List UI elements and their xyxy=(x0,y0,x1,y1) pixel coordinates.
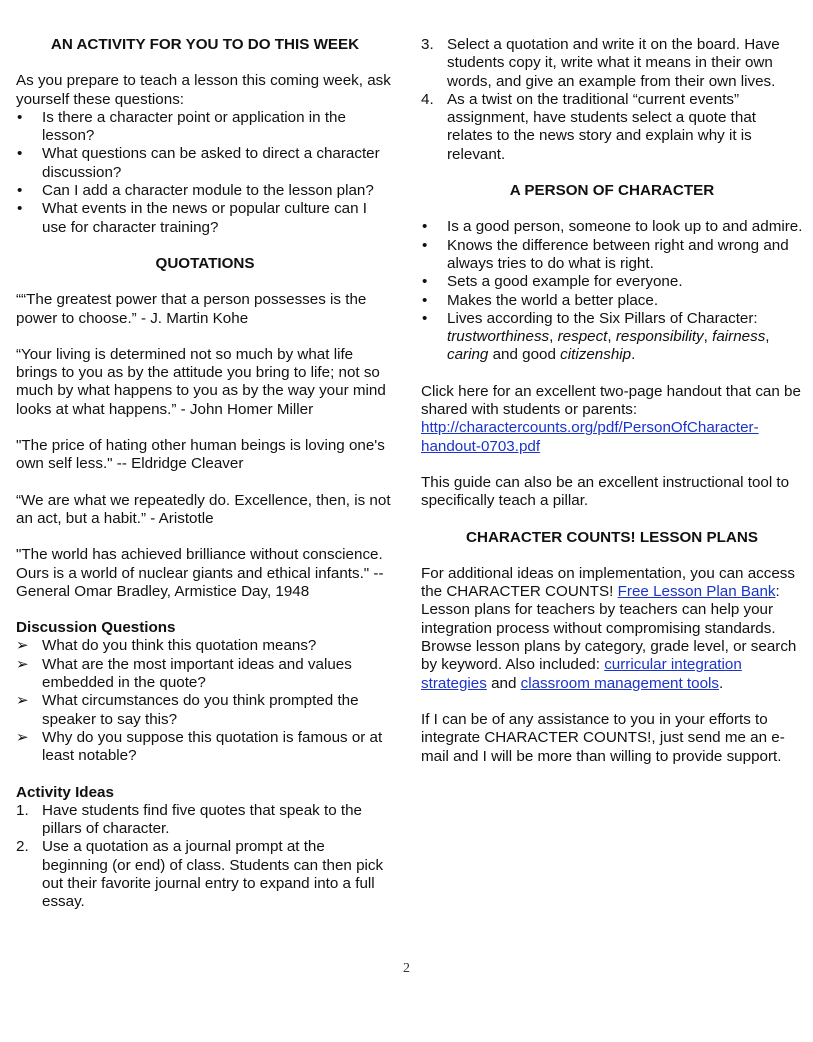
list-item: 4. As a twist on the traditional “current events” assignment, have students select a quote that relates to the news story and explain why it is relevant. xyxy=(421,90,757,163)
right-column xyxy=(421,36,803,766)
activity-ideas-heading: Activity Ideas xyxy=(16,783,114,801)
list-item: • Makes the world a better place. xyxy=(422,291,659,309)
list-item: • What events in the news or popular culture can I use for character training? xyxy=(17,200,368,236)
handout-text: Click here for an excellent two-page handout that can be shared with students or parents: http://charactercounts.org/pdf/PersonOfCharacter-handout-0703.pdf xyxy=(421,382,801,455)
list-item: • Is there a character point or application in the lesson? xyxy=(17,108,346,145)
arrow-bullet-icon: ➢ xyxy=(16,637,29,655)
quotation: “Your living is determined not so much by what life brings to you as by the attitude you bring to life; not so much by what happens to you as by the way your mind looks at what happens.” - John Homer Miller xyxy=(16,345,386,418)
lesson-plans-text: For additional ideas on implementation, you can access the CHARACTER COUNTS! Free Lesson Plan Bank: Lesson plans for teachers by teachers can help your integration process without compromising standards. Browse lesson plans by category, grade level, or search by keyword. Also included: curricular integration strategies and classroom management tools. xyxy=(421,564,797,692)
lesson-plans-heading: CHARACTER COUNTS! LESSON PLANS xyxy=(466,528,758,546)
quotation: "The world has achieved brilliance without conscience. Ours is a world of nuclear giants and ethical infants." -- General Omar Bradley, Armistice Day, 1948 xyxy=(16,546,384,600)
discussion-list xyxy=(16,637,394,765)
list-item: • What questions can be asked to direct a character discussion? xyxy=(17,145,380,181)
activity-question-list xyxy=(16,109,394,237)
activity-ideas-list-continued xyxy=(421,36,803,164)
quotations-heading: QUOTATIONS xyxy=(155,254,255,272)
arrow-bullet-icon: ➢ xyxy=(16,692,29,710)
arrow-bullet-icon: ➢ xyxy=(16,655,29,673)
list-item: • Can I add a character module to the lesson plan? xyxy=(17,182,374,200)
list-item: ➢ What are the most important ideas and values embedded in the quote? xyxy=(16,655,352,692)
list-item: 3. Select a quotation and write it on the board. Have students copy it, write what it means in their own words, and give an example from their own lives. xyxy=(421,36,780,90)
quotation: "The price of hating other human beings is loving one's own self less." -- Eldridge Cleaver xyxy=(16,437,385,473)
list-item: • Is a good person, someone to look up to and admire. xyxy=(422,218,803,236)
curricular-integration-link[interactable]: curricular integration strategies xyxy=(421,656,742,692)
person-heading: A PERSON OF CHARACTER xyxy=(509,182,715,200)
person-list xyxy=(421,218,803,364)
arrow-bullet-icon: ➢ xyxy=(16,728,29,746)
activity-intro: As you prepare to teach a lesson this coming week, ask yourself these questions: xyxy=(16,72,391,108)
handout-link[interactable]: http://charactercounts.org/pdf/PersonOfCharacter-handout-0703.pdf xyxy=(421,419,759,455)
list-item: • Lives according to the Six Pillars of Character: trustworthiness, respect, responsibility, fairness, caring and good citizenship. xyxy=(422,309,770,364)
classroom-management-link[interactable]: classroom management tools xyxy=(520,674,720,692)
list-item: 2. Use a quotation as a journal prompt at the beginning (or end) of class. Students can then pick out their favorite journal entry to expand into a full essay. xyxy=(16,838,384,911)
list-item: • Sets a good example for everyone. xyxy=(422,273,683,291)
guide-text: This guide can also be an excellent instructional tool to specifically teach a pillar. xyxy=(421,473,790,510)
quotation: “We are what we repeatedly do. Excellence, then, is not an act, but a habit.” - Aristotle xyxy=(16,491,391,527)
list-item: ➢ What circumstances do you think prompted the speaker to say this? xyxy=(16,692,359,728)
list-item: • Knows the difference between right and wrong and always tries to do what is right. xyxy=(422,236,789,272)
closing-text: If I can be of any assistance to you in your efforts to integrate CHARACTER COUNTS!, just send me an e-mail and I will be more than willing to provide support. xyxy=(421,710,785,765)
activity-ideas-list xyxy=(16,802,394,912)
discussion-heading: Discussion Questions xyxy=(16,619,176,637)
activity-heading: AN ACTIVITY FOR YOU TO DO THIS WEEK xyxy=(50,36,360,53)
page-number: 2 xyxy=(403,961,410,976)
list-item: ➢ Why do you suppose this quotation is famous or at least notable? xyxy=(16,728,383,765)
lesson-plan-bank-link[interactable]: Free Lesson Plan Bank xyxy=(617,583,776,601)
left-column xyxy=(16,36,394,912)
quotation: ““The greatest power that a person possesses is the power to choose.” - J. Martin Kohe xyxy=(16,291,367,327)
list-item: ➢ What do you think this quotation means? xyxy=(16,637,317,655)
list-item: 1. Have students find five quotes that speak to the pillars of character. xyxy=(16,801,362,838)
